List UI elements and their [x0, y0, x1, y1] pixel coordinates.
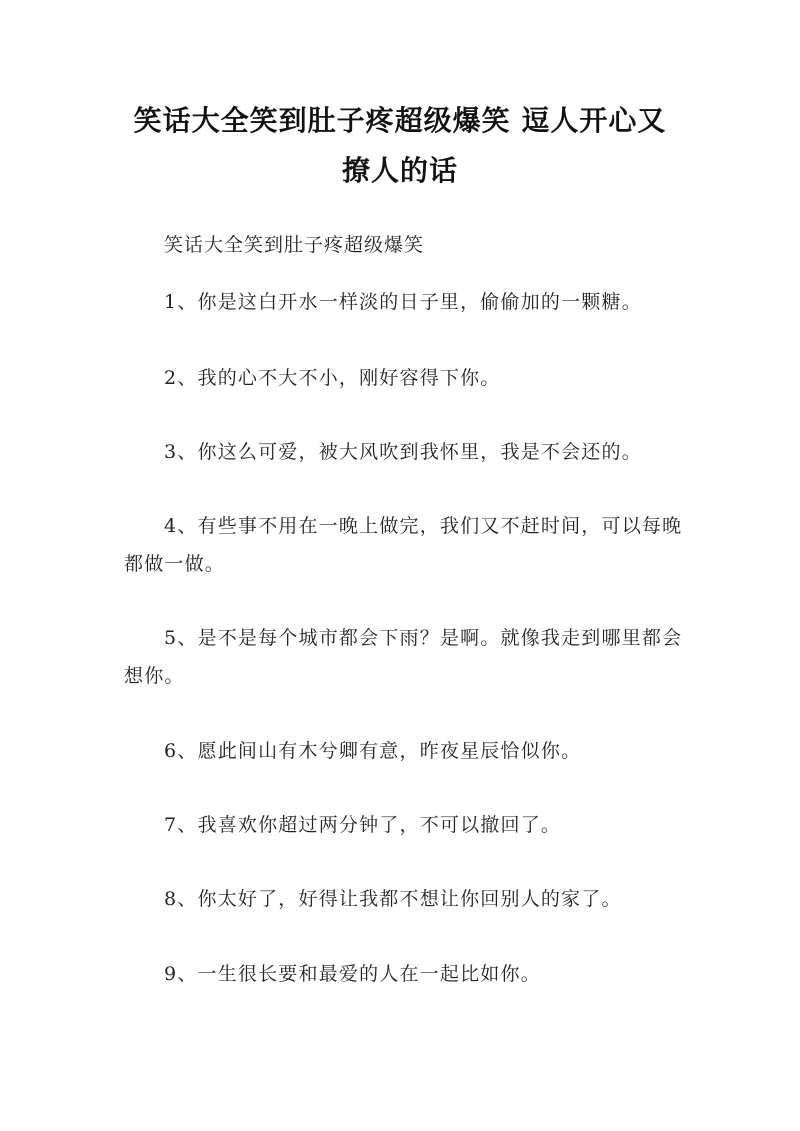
paragraph: 7、我喜欢你超过两分钟了，不可以撤回了。	[164, 814, 562, 836]
paragraph: 4、有些事不用在一晚上做完，我们又不赶时间，可以每晚都做一做。	[124, 515, 683, 575]
paragraph: 9、一生很长要和最爱的人在一起比如你。	[164, 963, 541, 985]
paragraph: 8、你太好了，好得让我都不想让你回别人的家了。	[164, 888, 622, 910]
section-subheading: 笑话大全笑到肚子疼超级爆笑	[164, 234, 425, 256]
paragraph: 2、我的心不大不小，刚好容得下你。	[164, 367, 501, 389]
paragraph: 5、是不是每个城市都会下雨？是啊。就像我走到哪里都会想你。	[124, 627, 683, 687]
page-title: 笑话大全笑到肚子疼超级爆笑 逗人开心又撩人的话	[133, 104, 667, 187]
paragraph: 6、愿此间山有木兮卿有意，昨夜星辰恰似你。	[164, 740, 582, 762]
paragraph: 1、你是这白开水一样淡的日子里，偷偷加的一颗糖。	[164, 291, 642, 313]
paragraph: 3、你这么可爱，被大风吹到我怀里，我是不会还的。	[164, 441, 642, 463]
